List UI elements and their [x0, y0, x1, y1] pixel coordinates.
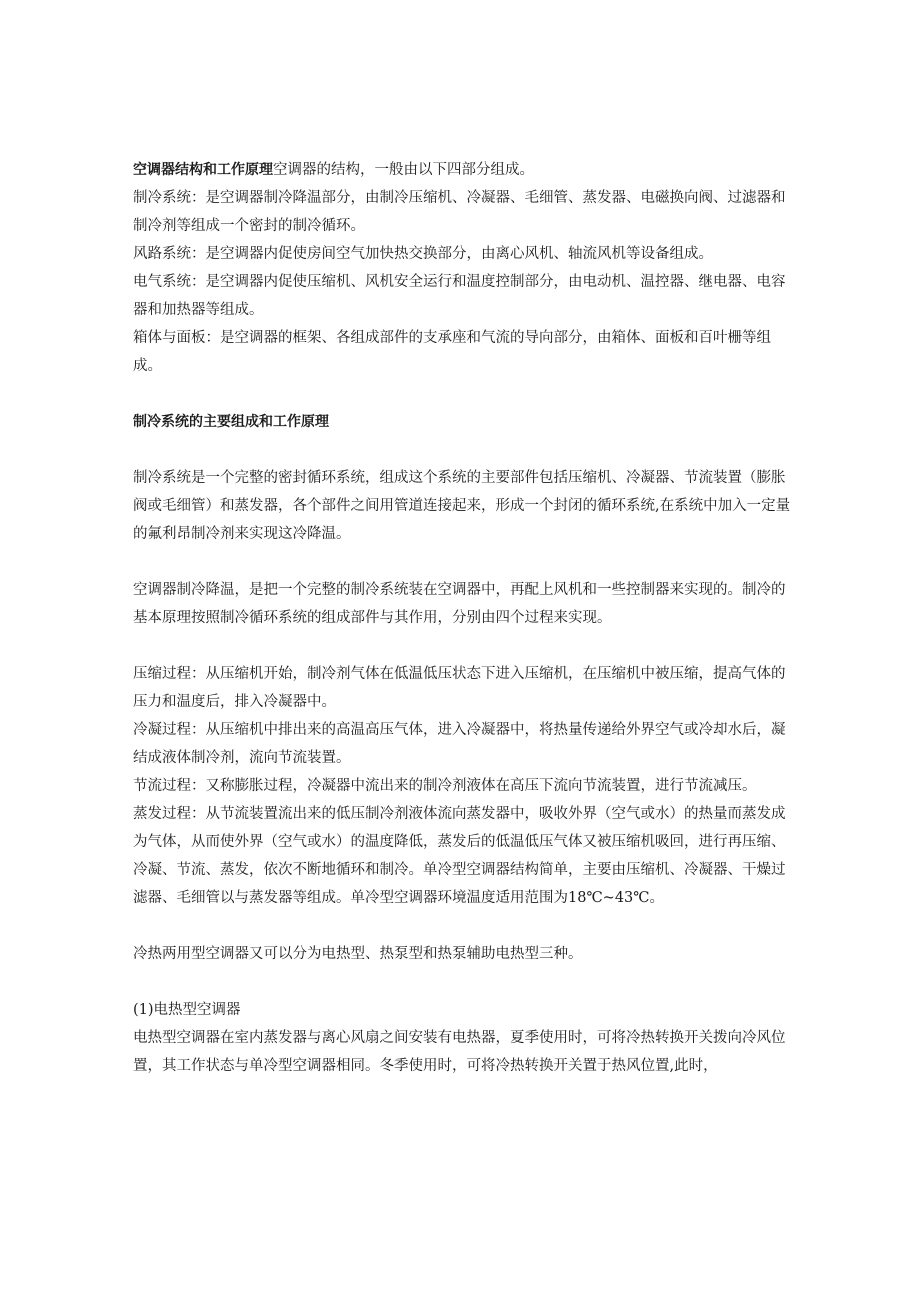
process-condensation: 冷凝过程：从压缩机中排出来的高温高压气体，进入冷凝器中，将热量传递给外界空气或冷却水后，凝结成液体制冷剂，流向节流装置。: [133, 722, 786, 766]
structure-air-path: 风路系统：是空调器内促使房间空气加快热交换部分，由离心风机、轴流风机等设备组成。: [133, 246, 713, 262]
document-body: [133, 156, 793, 1080]
structure-refrigeration: 制冷系统：是空调器制冷降温部分，由制冷压缩机、冷凝器、毛细管、蒸发器、电磁换向阀、过滤器和制冷剂等组成一个密封的制冷循环。: [133, 190, 786, 234]
paragraph-dual-type: 冷热两用型空调器又可以分为电热型、热泵型和热泵辅助电热型三种。: [133, 946, 583, 962]
process-throttling: 节流过程：又称膨胀过程，冷凝器中流出来的制冷剂液体在高压下流向节流装置，进行节流减压。: [133, 778, 757, 794]
process-evaporation: 蒸发过程：从节流装置流出来的低压制冷剂液体流向蒸发器中，吸收外界（空气或水）的热量而蒸发成为气体，从而使外界（空气或水）的温度降低，蒸发后的低温低压气体又被压缩机吸回，进行再压缩、冷凝、节流、蒸发，依次不断地循环和制冷。单冷型空调器结构简单，主要由压缩机、冷凝器、干燥过滤器、毛细管以与蒸发器等组成。单冷型空调器环境温度适用范围为18℃~43℃。: [133, 806, 786, 906]
intro-paragraph: [133, 156, 793, 184]
process-compression: 压缩过程：从压缩机开始，制冷剂气体在低温低压状态下进入压缩机，在压缩机中被压缩，提高气体的压力和温度后，排入冷凝器中。: [133, 666, 786, 710]
structure-electrical: 电气系统：是空调器内促使压缩机、风机安全运行和温度控制部分，由电动机、温控器、继电器、电容器和加热器等组成。: [133, 274, 786, 318]
paragraph-system: 制冷系统是一个完整的密封循环系统，组成这个系统的主要部件包括压缩机、冷凝器、节流装置（膨胀阀或毛细管）和蒸发器，各个部件之间用管道连接起来，形成一个封闭的循环系统,在系统中加入一定量的氟利昂制冷剂来实现这冷降温。: [133, 470, 791, 542]
section-heading: 制冷系统的主要组成和工作原理: [133, 414, 329, 430]
structure-cabinet: 箱体与面板：是空调器的框架、各组成部件的支承座和气流的导向部分，由箱体、面板和百叶栅等组成。: [133, 330, 771, 374]
subheading-electric-heat: (1)电热型空调器: [133, 1002, 241, 1018]
paragraph-electric-heat: 电热型空调器在室内蒸发器与离心风扇之间安装有电热器，夏季使用时，可将冷热转换开关拨向冷风位置，其工作状态与单冷型空调器相同。冬季使用时，可将冷热转换开关置于热风位置,此时，: [133, 1030, 786, 1074]
intro-text: 空调器的结构，一般由以下四部分组成。: [273, 162, 534, 178]
paragraph-principle: 空调器制冷降温，是把一个完整的制冷系统装在空调器中，再配上风机和一些控制器来实现的。制冷的基本原理按照制冷循环系统的组成部件与其作用，分别由四个过程来实现。: [133, 582, 786, 626]
intro-title: 空调器结构和工作原理: [133, 162, 273, 178]
